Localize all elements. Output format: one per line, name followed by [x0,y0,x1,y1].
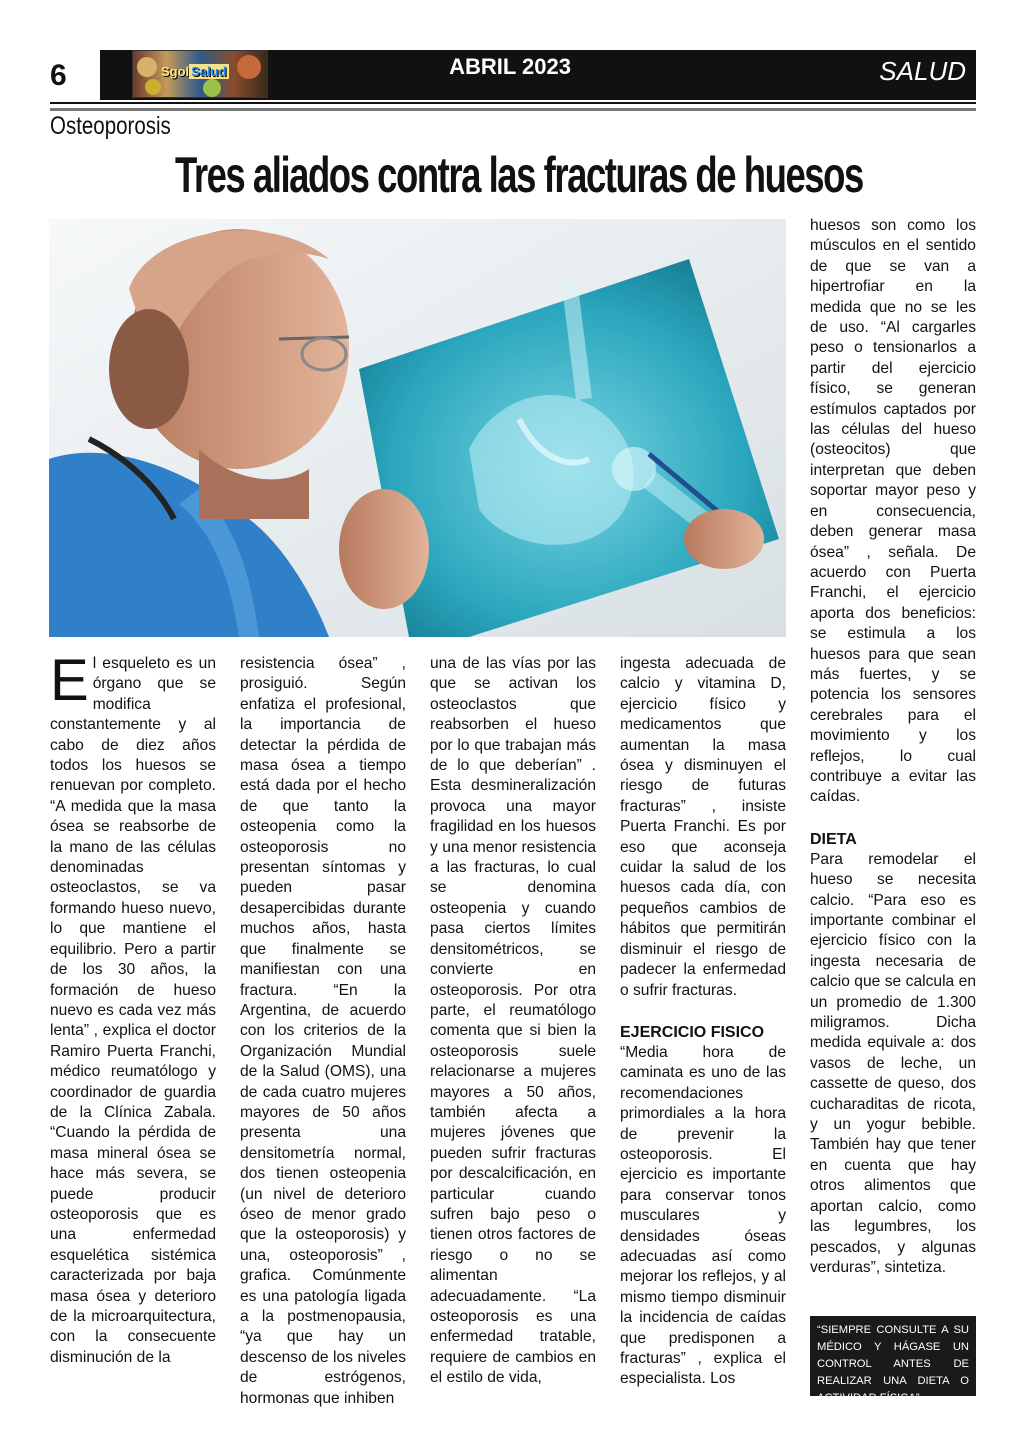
subhead-diet: DIETA [810,830,857,848]
column-5-text: huesos son como los músculos en el sentido de que se van a hipertrofiar en la medida que no se les de uso. “Al cargarles peso o tensionarlos a partir del ejercicio físico, se generan estímulos captados por las células del hueso (osteocitos) que interpretan que deben soportar mayor peso y en consecuencia, deben generar masa ósea” , señala. De acuerdo con Puerta Franchi, el ejercicio aporta dos beneficios: se estimula a los huesos para que sean más fuertes, y se potencia los sensores cerebrales para el movimiento y los reflejos, lo cual contribuye a evitar las caídas. [810,217,976,806]
lead-text: l esqueleto es un órgano que se modifica constantemente y al cabo de diez años todos los huesos se renuevan por completo. “A medida que la masa ósea se reabsorbe de la mano de las células denominadas osteoclastos, se va formando hueso nuevo, lo que mantiene el equilibrio. Pero a partir de los 30 años, la formación de hueso nuevo es cada vez más lenta” , explica el doctor Ramiro Puerta Franchi, médico reumatólogo y coordinador de guardia de la Clínica Zabala. “Cuando la pérdida de masa mineral ósea se hace más severa, se puede producir osteoporosis que es una enfermedad esquelética sistémica caracterizada por baja masa ósea y deterioro de la microarquitectura, con la consecuente disminución de la [50,655,216,1366]
column-2-text: resistencia ósea” , prosiguió. Según enfatiza el profesional, la importancia de detectar la pérdida de masa ósea a tiempo está dada por el hecho de que tanto la osteopenia como la osteoporosis no presentan síntomas y pueden pasar desapercibidas durante muchos años, hasta que finalmente se manifiestan con una fractura. “En la Argentina, de acuerdo con los criterios de la Organización Mundial de la Salud (OMS), una de cada cuatro mujeres mayores de 50 años presenta una densitometría normal, dos tienen osteopenia (un nivel de deterioro óseo de menor grado que la osteoporosis) y una, osteoporosis” , grafica. Comúnmente es una patología ligada a la postmenopausia, “ya que hay un descenso de los niveles de estrógenos, hormonas que inhiben [240,655,406,1407]
header-rule [50,102,976,104]
article-kicker: Osteoporosis [50,112,171,140]
article-headline: Tres aliados contra las fracturas de huesos [175,147,863,203]
article-column-3 [430,654,596,1389]
logo-wordmark: Sgol Salud [161,64,227,79]
column-3-text: una de las vías por las que se activan los osteoclastos que reabsorben el hueso por lo que trabajan más de lo que deberían” . Esta desmineralización provoca una mayor fragilidad en los huesos y una menor resistencia a las fracturas, lo cual se denomina osteopenia y cuando pasa ciertos límites densitométricos, se convierte en osteoporosis. Por otra parte, el reumatólogo comenta que si bien la osteoporosis suele relacionarse a mujeres mayores a 50 años, también afecta a mujeres jóvenes que pueden sufrir fracturas por descalcificación, en particular cuando sufren bajo peso o tienen otros factores de riesgo o no se alimentan adecuadamente. “La osteoporosis es una enfermedad tratable, requiere de cambios en el estilo de vida, [430,655,596,1387]
publication-logo [132,50,268,98]
header-rule-grey [50,108,976,111]
subhead-exercise: EJERCICIO FISICO [620,1023,765,1041]
article-column-2 [240,654,406,1409]
article-column-1 [50,648,216,1368]
section-name: SALUD [879,56,966,86]
article-column-4 [620,654,786,1390]
column-4-text: ingesta adecuada de calcio y vitamina D, ejercicio físico y medicamentos que aumentan la masa ósea y disminuyen el riesgo de futuras fracturas” , insiste Puerta Franchi. Es por eso que aconseja cuidar la salud de los huesos cada día, con pequeños cambios de hábitos que permitirán disminuir el riesgo de padecer la enfermedad o sufrir fracturas. [620,655,786,999]
notice-text: “SIEMPRE CONSULTE A SU MÉDICO Y HÁGASE UN CONTROL ANTES DE REALIZAR UNA DIETA O ACTIVIDAD FÍSICA” [817,1324,969,1404]
doctor-examining-xray-photo [49,219,786,637]
page-number: 6 [50,59,67,92]
medical-notice-box [810,1316,976,1404]
drop-cap: E [50,648,89,713]
issue-date: ABRIL 2023 [449,54,571,79]
exercise-text: “Media hora de caminata es uno de las recomendaciones primordiales a la hora de prevenir la osteoporosis. El ejercicio es importante para conservar tonos musculares y densidades óseas adecuadas así como mejorar los reflejos, y al mismo tiempo disminuir la incidencia de caídas que predisponen a fracturas” , explica el especialista. Los [620,1043,786,1388]
lead-paragraph [50,648,216,1368]
diet-text: Para remodelar el hueso se necesita calcio. “Para eso es importante combinar el ejercicio físico con la ingesta necesaria de calcio que se calcula en un promedio de 1.300 miligramos. Dicha medida equivale a: dos vasos de leche, un cassette de queso, dos cucharaditas de ricota, y un yogur bebible. También hay que tener en cuenta que hay otros alimentos que aportan calcio, como las legumbres, los pescados, y algunas verduras”, sintetiza. [810,850,976,1276]
article-column-5 [810,216,976,1278]
